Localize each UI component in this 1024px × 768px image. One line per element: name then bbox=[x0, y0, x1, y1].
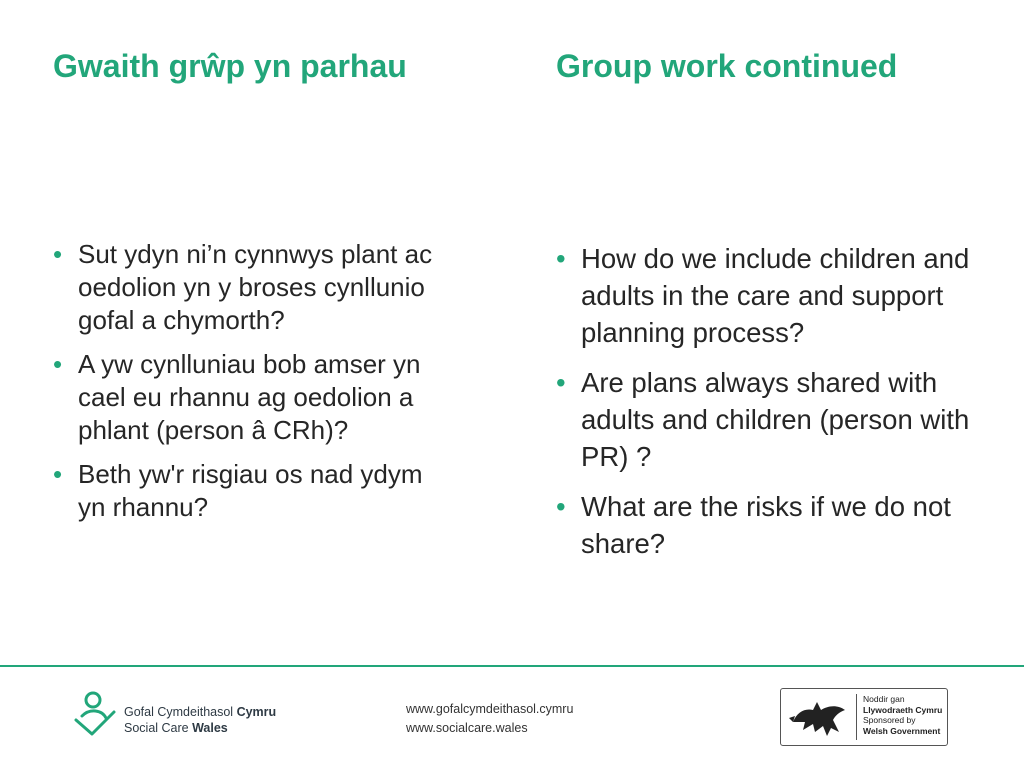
footer-urls bbox=[406, 700, 573, 738]
list-item bbox=[556, 240, 976, 351]
logo-wordmark bbox=[124, 704, 276, 736]
bullet-text: Beth yw'r risgiau os nad ydym yn rhannu? bbox=[78, 459, 423, 522]
logo-text-bold: Wales bbox=[192, 721, 228, 735]
bullet-text: How do we include children and adults in the care and support planning process? bbox=[581, 243, 970, 348]
bullet-icon: • bbox=[556, 491, 566, 522]
logo-text-regular: Social Care bbox=[124, 721, 193, 735]
logo-line-welsh bbox=[124, 704, 276, 720]
bullet-text: Sut ydyn ni’n cynnwys plant ac oedolion yn y broses cynllunio gofal a chymorth? bbox=[78, 239, 433, 335]
bullet-icon: • bbox=[53, 349, 63, 379]
english-bullet-list bbox=[556, 240, 976, 575]
dragon-icon bbox=[787, 692, 851, 742]
sponsor-line-welsh: Noddir gan bbox=[863, 694, 905, 704]
social-care-wales-icon bbox=[72, 690, 120, 740]
list-item bbox=[53, 348, 453, 447]
sponsor-text bbox=[863, 694, 942, 736]
slide-title-english: Group work continued bbox=[556, 48, 898, 84]
welsh-government-logo bbox=[780, 688, 948, 746]
slide-title-welsh: Gwaith grŵp yn parhau bbox=[53, 48, 407, 84]
footer-divider bbox=[0, 665, 1024, 667]
list-item bbox=[53, 458, 453, 524]
logo-line-english bbox=[124, 720, 276, 736]
sponsor-name-welsh: Llywodraeth Cymru bbox=[863, 704, 943, 715]
bullet-icon: • bbox=[556, 243, 566, 274]
bullet-text: What are the risks if we do not share? bbox=[581, 491, 951, 559]
welsh-bullet-list bbox=[53, 238, 453, 535]
url-english-link[interactable]: www.socialcare.wales bbox=[406, 721, 528, 735]
social-care-wales-logo bbox=[72, 690, 292, 742]
sponsor-line-english: Sponsored by bbox=[863, 715, 916, 725]
sponsor-name-english: Welsh Government bbox=[863, 725, 941, 736]
bullet-icon: • bbox=[53, 239, 63, 269]
bullet-icon: • bbox=[556, 367, 566, 398]
bullet-text: A yw cynlluniau bob amser yn cael eu rhannu ag oedolion a phlant (person â CRh)? bbox=[78, 349, 421, 445]
list-item bbox=[53, 238, 453, 337]
logo-text-regular: Gofal Cymdeithasol bbox=[124, 705, 237, 719]
url-welsh-link[interactable]: www.gofalcymdeithasol.cymru bbox=[406, 702, 574, 716]
logo-separator bbox=[856, 694, 857, 740]
list-item bbox=[556, 364, 976, 475]
logo-text-bold: Cymru bbox=[236, 705, 277, 719]
list-item bbox=[556, 488, 976, 562]
bullet-text: Are plans always shared with adults and children (person with PR) ? bbox=[581, 367, 970, 472]
bullet-icon: • bbox=[53, 459, 63, 489]
